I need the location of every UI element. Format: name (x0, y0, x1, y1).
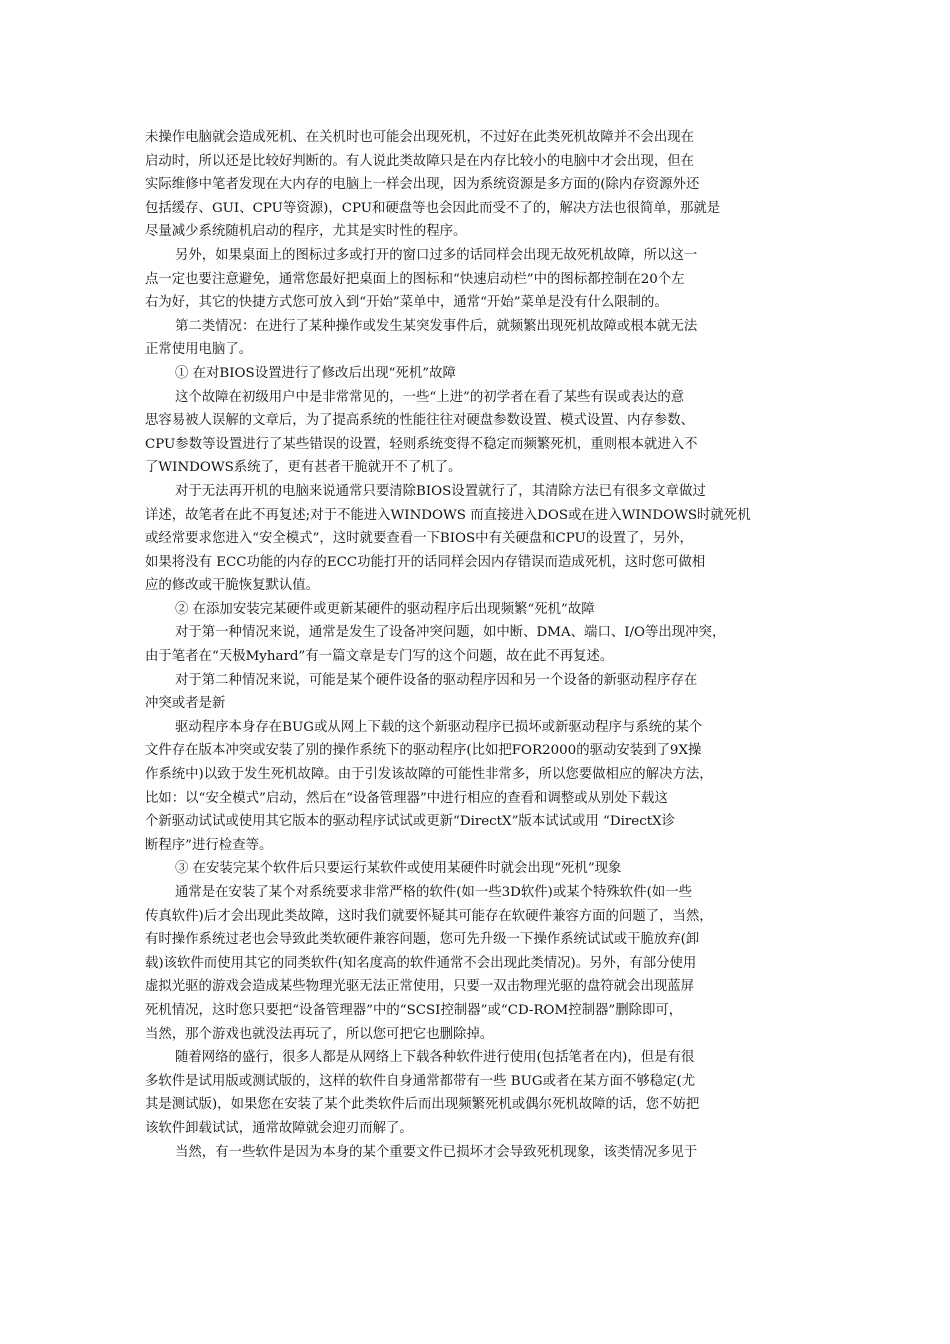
text-line: 包括缓存、GUI、CPU等资源)，CPU和硬盘等也会因此而受不了的，解决方法也很简单，那就是 (145, 200, 721, 216)
text-line: 正常使用电脑了。 (145, 342, 253, 358)
text-line: 由于笔者在“天极Myhard”有一篇文章是专门写的这个问题，故在此不再复述。 (145, 649, 614, 665)
text-line: 未操作电脑就会造成死机、在关机时也可能会出现死机，不过好在此类死机故障并不会出现在 (145, 130, 695, 145)
text-line: 尽量减少系统随机启动的程序，尤其是实时性的程序。 (145, 224, 467, 240)
text-line: 右为好，其它的快捷方式您可放入到“开始”菜单中，通常“开始”菜单是没有什么限制的。 (145, 295, 668, 311)
text-line: ② 在添加安装完某硬件或更新某硬件的驱动程序后出现频繁“死机”故障 (175, 601, 595, 617)
text-line: 冲突或者是新 (145, 696, 226, 712)
text-line: 点一定也要注意避免，通常您最好把桌面上的图标和“快速启动栏”中的图标都控制在20个左 (145, 271, 685, 287)
text-line: 该软件卸载试试，通常故障就会迎刃而解了。 (145, 1120, 413, 1136)
text-line: 详述，故笔者在此不再复述;对于不能进入WINDOWS 而直接进入DOS或在进入WINDOWS时就死机 (145, 507, 751, 523)
text-line: 死机情况，这时您只要把“设备管理器”中的“SCSI控制器”或“CD-ROM控制器”删除即可， (145, 1002, 683, 1018)
text-line: 传真软件)后才会出现此类故障，这时我们就要怀疑其可能存在软硬件兼容方面的问题了，当然， (145, 908, 713, 924)
text-line: 应的修改或干脆恢复默认值。 (145, 578, 320, 594)
text-line: 随着网络的盛行，很多人都是从网络上下载各种软件进行使用(包括笔者在内)，但是有很 (175, 1050, 695, 1066)
text-line: 第二类情况：在进行了某种操作或发生某突发事件后，就频繁出现死机故障或根本就无法 (175, 318, 698, 334)
text-line: 另外，如果桌面上的图标过多或打开的窗口过多的话同样会出现无故死机故障，所以这一 (175, 247, 698, 263)
text-line: 驱动程序本身存在BUG或从网上下载的这个新驱动程序已损坏或新驱动程序与系统的某个 (175, 719, 703, 735)
text-line: 文件存在版本冲突或安装了别的操作系统下的驱动程序(比如把FOR2000的驱动安装到了9X操 (145, 743, 702, 759)
text-line: ③ 在安装完某个软件后只要运行某软件或使用某硬件时就会出现“死机”现象 (175, 861, 622, 877)
text-line: 当然，有一些软件是因为本身的某个重要文件已损坏才会导致死机现象，该类情况多见于 (175, 1144, 698, 1160)
text-line: 其是测试版)，如果您在安装了某个此类软件后而出现频繁死机或偶尔死机故障的话，您不妨把 (145, 1097, 700, 1113)
text-line: 比如：以“安全模式”启动，然后在“设备管理器”中进行相应的查看和调整或从别处下载这 (145, 790, 668, 806)
text-line: 虚拟光驱的游戏会造成某些物理光驱无法正常使用，只要一双击物理光驱的盘符就会出现蓝屏 (145, 979, 695, 995)
text-line: 对于第一种情况来说，通常是发生了设备冲突问题，如中断、DMA、端口、I/O等出现冲突， (175, 625, 726, 641)
text-line: 或经常要求您进入“安全模式”，这时就要查看一下BIOS中有关硬盘和CPU的设置了，另外， (145, 531, 693, 547)
text-line: 多软件是试用版或测试版的，这样的软件自身通常都带有一些 BUG或者在某方面不够稳定(尤 (145, 1073, 696, 1089)
document-body (145, 126, 813, 1164)
text-line: 对于第二种情况来说，可能是某个硬件设备的驱动程序因和另一个设备的新驱动程序存在 (175, 672, 698, 688)
text-line: 思容易被人误解的文章后，为了提高系统的性能往往对硬盘参数设置、模式设置、内存参数、 (145, 413, 695, 429)
text-line: 作系统中)以致于发生死机故障。由于引发该故障的可能性非常多，所以您要做相应的解决方法， (145, 767, 713, 783)
text-line: 了WINDOWS系统了，更有甚者干脆就开不了机了。 (145, 460, 462, 476)
text-line: 实际维修中笔者发现在大内存的电脑上一样会出现，因为系统资源是多方面的(除内存资源外还 (145, 177, 700, 193)
text-line: 对于无法再开机的电脑来说通常只要清除BIOS设置就行了，其清除方法已有很多文章做过 (175, 483, 706, 499)
text-line: 载)该软件而使用其它的同类软件(知名度高的软件通常不会出现此类情况)。另外，有部分使用 (145, 955, 697, 971)
text-line: ① 在对BIOS设置进行了修改后出现“死机”故障 (175, 365, 456, 381)
text-line: 启动时，所以还是比较好判断的。有人说此类故障只是在内存比较小的电脑中才会出现，但在 (145, 153, 695, 169)
text-line: 这个故障在初级用户中是非常常见的，一些“上进”的初学者在看了某些有误或表达的意 (175, 389, 685, 405)
text-line: 如果将没有 ECC功能的内存的ECC功能打开的话同样会因内存错误而造成死机，这时您可做相 (145, 554, 706, 570)
text-line: 通常是在安装了某个对系统要求非常严格的软件(如一些3D软件)或某个特殊软件(如一些 (175, 885, 692, 900)
text-line: 当然，那个游戏也就没法再玩了，所以您可把它也删除掉。 (145, 1026, 494, 1042)
text-line: CPU参数等设置进行了某些错误的设置，轻则系统变得不稳定而频繁死机，重则根本就进入不 (145, 436, 698, 452)
text-line: 个新驱动试试或使用其它版本的驱动程序试试或更新“DirectX”版本试试或用 “DirectX诊 (145, 814, 676, 830)
text-line: 有时操作系统过老也会导致此类软硬件兼容问题，您可先升级一下操作系统试试或干脆放弃(卸 (145, 932, 700, 948)
text-line: 断程序”进行检查等。 (145, 837, 273, 853)
